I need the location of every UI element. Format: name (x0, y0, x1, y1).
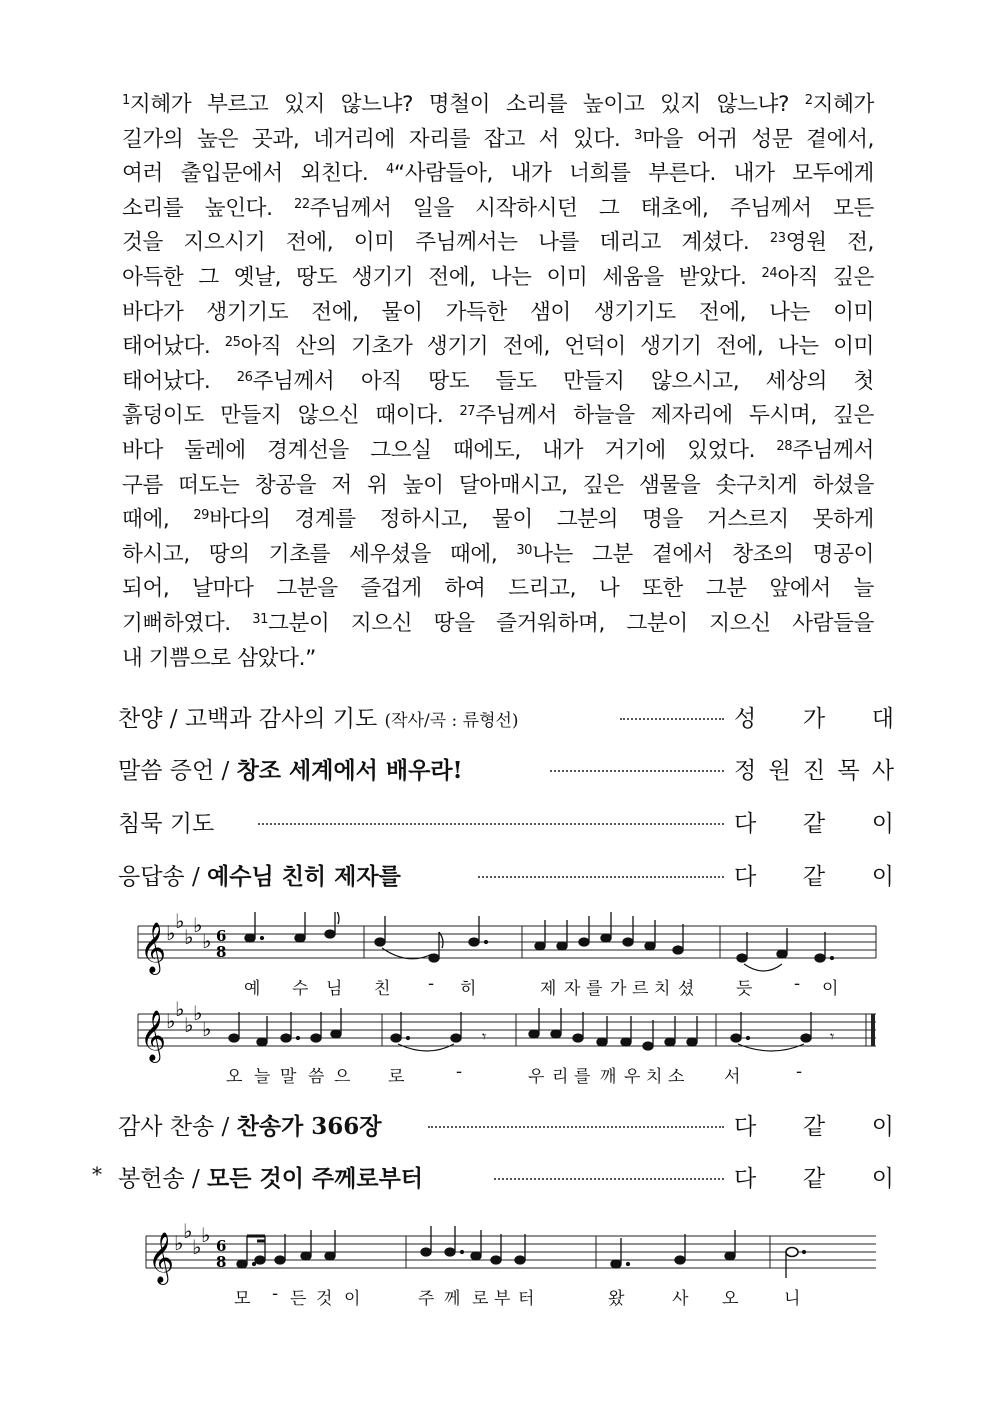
order-item-label: 봉헌송 / (118, 1166, 208, 1192)
lyric-syllable: 듯 (736, 979, 753, 999)
leader-char: 다 (734, 1166, 757, 1192)
verse-text: 아직 깊은 (777, 264, 874, 290)
order-item-leader-name (734, 858, 894, 891)
order-item-title (118, 858, 401, 891)
lyric-syllable: 를 (574, 1067, 591, 1087)
verse-text: 바다의 경계를 정하시고, 물이 그분의 명을 거스르지 못하게 (209, 507, 874, 533)
svg-text:♭: ♭ (175, 912, 185, 933)
svg-text:♭: ♭ (184, 925, 194, 949)
verse-number: 25 (224, 335, 241, 351)
leader-char: 이 (871, 864, 894, 890)
leader-char: 같 (802, 864, 826, 890)
verse-text: 바다 둘레에 경계선을 그으실 때에도, 내가 거기에 있었다. (122, 437, 777, 463)
verse-number: 30 (516, 542, 533, 558)
leader-char: 원 (768, 758, 791, 784)
lyric-syllable: - (796, 1062, 803, 1082)
svg-text:♭: ♭ (183, 1222, 193, 1243)
lyric-syllable: 터 (518, 1289, 535, 1309)
leader-char: 다 (734, 864, 757, 890)
standing-marker: * (92, 1162, 102, 1186)
lyric-syllable: 제 (540, 979, 557, 999)
order-item-label: 침묵 기도 (118, 811, 215, 837)
order-item-subtitle: 예수님 친히 제자를 (207, 863, 401, 890)
order-item (0, 1108, 992, 1148)
order-item (0, 752, 992, 792)
verse-number: 28 (776, 438, 793, 454)
scripture-line (122, 365, 874, 400)
lyric-syllable: 부 (494, 1289, 511, 1309)
response-song-staff-1 (130, 912, 880, 992)
lyric-syllable: 를 (586, 979, 603, 999)
svg-text:♭: ♭ (175, 1000, 185, 1021)
verse-text: 주님께서 아직 땅도 들도 만들지 않으시고, 세상의 첫 (252, 368, 874, 394)
lyric-syllable: 말 (280, 1067, 297, 1087)
scripture-line (122, 538, 874, 573)
svg-text:𝄾: 𝄾 (830, 1027, 835, 1046)
verse-text: 길가의 높은 곳과, 네거리에 자리를 잡고 서 있다. (122, 126, 635, 152)
key-signature-flats (166, 912, 211, 953)
scripture-line (122, 399, 874, 434)
key-signature-flats (174, 1222, 210, 1259)
lyric-syllable: 자 (564, 979, 581, 999)
response-song-score (130, 912, 880, 1061)
order-item-label: 찬양 / (118, 706, 185, 732)
scripture-line (122, 192, 874, 227)
order-item-label: 감사 찬송 / (118, 1114, 237, 1140)
key-signature-flats (166, 1000, 211, 1041)
order-item-leader-name (734, 1108, 894, 1141)
verse-number: 27 (459, 404, 476, 420)
verse-text: 지혜가 (812, 92, 874, 117)
lyric-syllable: 왔 (608, 1289, 625, 1309)
scripture-line (122, 607, 874, 642)
treble-clef-icon: 𝄞 (148, 1232, 175, 1283)
order-item-leader-name (734, 700, 894, 733)
order-item-leader-name (734, 752, 894, 785)
scripture-line (122, 226, 874, 261)
order-item (0, 858, 992, 898)
scripture-line (122, 642, 874, 677)
lyric-syllable: 사 (672, 1289, 689, 1309)
verse-text: 지혜가 부르고 있지 않느냐? 명철이 소리를 높이고 있지 않느냐? (129, 92, 805, 117)
order-item-title (118, 1108, 381, 1141)
lyric-syllable: - (794, 974, 801, 994)
order-item-subtitle: 모든 것이 주께로부터 (207, 1165, 424, 1192)
verse-text: 태어났다. (122, 368, 237, 394)
order-item (0, 700, 992, 740)
svg-text:♭: ♭ (166, 921, 176, 945)
leader-char: 이 (871, 1166, 894, 1192)
lyric-syllable: - (456, 1062, 463, 1082)
verse-text: 아득한 그 옛날, 땅도 생기기 전에, 나는 이미 세움을 받았다. (122, 264, 762, 290)
verse-text: 기뻐하였다. (122, 610, 253, 636)
lyric-syllable: 것 (316, 1289, 333, 1309)
order-item (0, 1160, 992, 1200)
verse-text: 내 기쁨으로 삼았다.” (122, 645, 316, 671)
leader-char: 가 (802, 706, 826, 732)
verse-text: 태어났다. (122, 334, 225, 360)
verse-number: 22 (293, 196, 310, 212)
verse-number: 26 (236, 369, 253, 385)
svg-text:8: 8 (216, 943, 227, 961)
svg-text:♭: ♭ (202, 929, 212, 953)
lyric-syllable: 깨 (600, 1067, 617, 1087)
svg-text:6: 6 (216, 1237, 227, 1255)
lyric-syllable: 이 (344, 1289, 361, 1309)
leader-char: 같 (802, 811, 826, 837)
dotted-leader (428, 1126, 724, 1128)
lyric-syllable: - (272, 1284, 279, 1304)
order-item-title (118, 805, 214, 838)
svg-text:♭: ♭ (166, 1009, 176, 1033)
dotted-leader (494, 1178, 724, 1180)
lyric-syllable: 씀 (308, 1067, 325, 1087)
order-item-title (92, 1160, 424, 1193)
lyric-syllable: 예 (244, 979, 261, 999)
svg-text:8: 8 (216, 1253, 227, 1271)
treble-clef-icon: 𝄞 (140, 1010, 167, 1061)
verse-text: 것을 지으시기 전에, 이미 주님께서는 나를 데리고 계셨다. (122, 230, 770, 256)
svg-text:♭: ♭ (193, 913, 203, 937)
verse-text: 주님께서 하늘을 제자리에 두시며, 깊은 (475, 403, 874, 429)
verse-number: 23 (769, 231, 786, 247)
lyric-syllable: 주 (418, 1289, 435, 1309)
leader-char: 이 (871, 1114, 894, 1140)
order-item-subtitle: 찬송가 366장 (236, 1113, 382, 1140)
svg-text:♭: ♭ (184, 1013, 194, 1037)
lyric-syllable: 로 (472, 1289, 489, 1309)
verse-number: 1 (122, 93, 130, 108)
lyric-syllable: 셨 (678, 979, 695, 999)
verse-number: 24 (761, 265, 778, 281)
lyric-syllable: 가 (610, 979, 627, 999)
lyric-syllable: 서 (724, 1067, 741, 1087)
verse-text: 나는 그분 곁에서 창조의 명공이 (532, 541, 874, 567)
scripture-line (122, 123, 874, 158)
scripture-line (122, 503, 874, 538)
verse-text: 하시고, 땅의 기초를 세우셨을 때에, (122, 541, 517, 567)
order-item (0, 805, 992, 845)
response-song-staff-2 (130, 1000, 880, 1080)
verse-number: 3 (634, 127, 642, 143)
lyric-syllable: 든 (290, 1289, 307, 1309)
verse-text: 마을 어귀 성문 곁에서, (641, 126, 874, 152)
scripture-line (122, 434, 874, 469)
scripture-passage (122, 88, 874, 676)
dotted-leader (258, 823, 724, 825)
leader-char: 사 (871, 758, 894, 784)
scripture-line (122, 261, 874, 296)
scripture-line (122, 330, 874, 365)
verse-text: “사람들아, 내가 너희를 부른다. 내가 모두에게 (393, 161, 875, 187)
lyric-syllable: 우 (528, 1067, 545, 1087)
verse-text: 그분이 지으신 땅을 즐거워하며, 그분이 지으신 사람들을 (268, 610, 874, 636)
lyric-syllable: 오 (226, 1067, 243, 1087)
order-item-label: 응답송 / (118, 864, 208, 890)
verse-text: 바다가 생기기도 전에, 물이 가득한 샘이 생기기도 전에, 나는 이미 (122, 299, 874, 325)
leader-char: 정 (734, 758, 757, 784)
lyric-syllable: 으 (334, 1067, 351, 1087)
verse-text: 때에, (122, 507, 194, 533)
treble-clef-icon: 𝄞 (140, 922, 167, 973)
verse-number: 4 (385, 162, 394, 178)
svg-text:♭: ♭ (193, 1001, 203, 1025)
svg-text:♭: ♭ (201, 1223, 211, 1247)
scripture-line (122, 572, 874, 607)
verse-number: 31 (252, 611, 269, 627)
svg-text:♭: ♭ (192, 1235, 202, 1259)
lyric-syllable: 모 (234, 1289, 251, 1309)
leader-char: 다 (734, 811, 757, 837)
svg-text:♭: ♭ (174, 1231, 184, 1255)
lyric-syllable: 늘 (254, 1067, 271, 1087)
lyric-syllable: 르 (632, 979, 649, 999)
lyric-syllable: 친 (374, 979, 391, 999)
scripture-line (122, 157, 874, 192)
verse-number: 2 (804, 93, 813, 108)
lyric-syllable: 치 (654, 979, 671, 999)
lyric-syllable: 니 (784, 1289, 801, 1309)
scripture-line (122, 469, 874, 504)
lyric-syllable: 우 (624, 1067, 641, 1087)
leader-char: 이 (871, 811, 894, 837)
verse-text: 구름 떠도는 창공을 저 위 높이 달아매시고, 깊은 샘물을 솟구치게 하셨을 (122, 472, 874, 498)
lyric-syllable: 로 (388, 1067, 405, 1087)
verse-number: 29 (193, 508, 210, 524)
verse-text: 아직 산의 기초가 생기기 전에, 언덕이 생기기 전에, 나는 이미 (240, 334, 874, 360)
order-item-subtitle: 창조 세계에서 배우라! (236, 757, 463, 784)
verse-text: 소리를 높인다. (122, 195, 294, 221)
lyric-syllable: 리 (552, 1067, 569, 1087)
lyric-syllable: 히 (460, 979, 477, 999)
lyric-syllable: - (428, 974, 435, 994)
lyric-syllable: 수 (292, 979, 309, 999)
order-item-credit: (작사/곡 : 류형선) (384, 711, 519, 731)
svg-text:6: 6 (216, 927, 227, 945)
svg-text:♭: ♭ (202, 1017, 212, 1041)
lyric-syllable: 오 (722, 1289, 739, 1309)
verse-text: 주님께서 (792, 437, 874, 463)
scripture-line (122, 296, 874, 331)
verse-text: 영원 전, (785, 230, 874, 256)
verse-text: 되어, 날마다 그분을 즐겁게 하여 드리고, 나 또한 그분 앞에서 늘 (122, 576, 874, 602)
order-item-title (118, 752, 463, 785)
leader-char: 같 (802, 1114, 826, 1140)
order-item-title (118, 700, 519, 733)
lyric-syllable: 이 (822, 979, 839, 999)
leader-char: 대 (871, 706, 894, 732)
leader-char: 성 (734, 706, 757, 732)
svg-text:𝄾: 𝄾 (482, 1027, 487, 1046)
lyric-syllable: 께 (444, 1289, 461, 1309)
leader-char: 다 (734, 1114, 757, 1140)
verse-text: 흙덩이도 만들지 않으신 때이다. (122, 403, 460, 429)
lyric-syllable: 님 (326, 979, 343, 999)
lyric-syllable: 치 (646, 1067, 663, 1087)
order-item-leader-name (734, 805, 894, 838)
leader-char: 같 (802, 1166, 826, 1192)
order-item-label: 말씀 증언 / (118, 758, 237, 784)
verse-text: 주님께서 일을 시작하시던 그 태초에, 주님께서 모든 (309, 195, 874, 221)
order-item-leader-name (734, 1160, 894, 1193)
verse-text: 여러 출입문에서 외친다. (122, 161, 386, 187)
dotted-leader (550, 770, 724, 772)
dotted-leader (478, 876, 724, 878)
dotted-leader (620, 718, 724, 720)
leader-char: 목 (837, 758, 860, 784)
scripture-line (122, 88, 874, 123)
leader-char: 진 (802, 758, 826, 784)
lyric-syllable: 소 (668, 1067, 685, 1087)
order-item-subtitle: 고백과 감사의 기도 (184, 706, 385, 732)
